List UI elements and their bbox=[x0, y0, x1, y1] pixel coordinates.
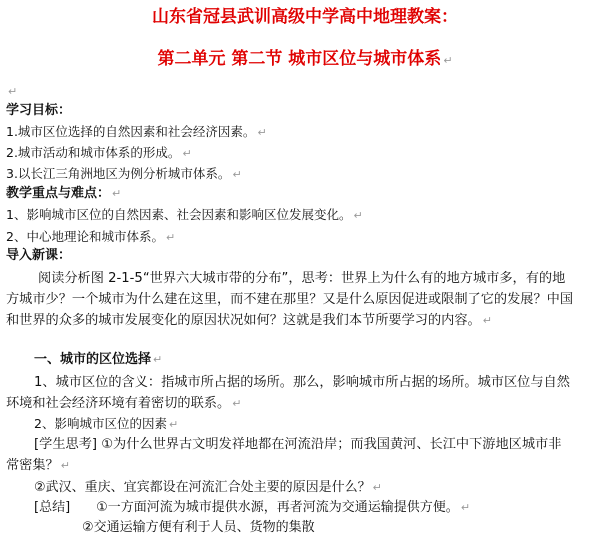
paragraph-mark-icon: ↵ bbox=[153, 353, 163, 366]
factors-subheading: 2、影响城市区位的因素 ↵ bbox=[34, 416, 179, 431]
paragraph-mark-icon: ↵ bbox=[232, 397, 242, 410]
section-heading: 一、城市的区位选择 ↵ bbox=[34, 352, 163, 367]
summary-label: [总结] bbox=[34, 500, 71, 515]
paragraph-mark-icon: ↵ bbox=[353, 209, 363, 222]
paragraph-mark-icon: ↵ bbox=[443, 54, 453, 67]
objective-item: 3.以长江三角洲地区为例分析城市体系。 ↵ bbox=[6, 166, 242, 181]
paragraph-mark-icon: ↵ bbox=[232, 168, 242, 181]
document-title: 山东省冠县武训高级中学高中地理教案： bbox=[152, 7, 458, 27]
location-definition-paragraph: 1、城市区位的含义：指城市所占据的场所。那么，影响城市所占据的场所。城市区位与自然环境和社会经济环境有着密切的联系。 ↵ bbox=[6, 375, 570, 411]
objective-item: 1.城市区位选择的自然因素和社会经济因素。 ↵ bbox=[6, 124, 267, 139]
paragraph-mark-icon: ↵ bbox=[112, 187, 122, 200]
paragraph-mark-icon: ↵ bbox=[482, 314, 492, 327]
summary-line-1: [总结] ①一方面河流为城市提供水源，再者河流为交通运输提供方便。 ↵ bbox=[34, 500, 471, 515]
empty-paragraph bbox=[6, 83, 17, 100]
intro-paragraph: 阅读分析图 2-1-5“世界六大城市带的分布”，思考：世界上为什么有的地方城市多，有的地方城市少？一个城市为什么建在这里，而不建在那里？又是什么原因促进或限制了它的发展？中国和世界的众多的城市发展变化的原因状况如何？这就是我们本节所要学习的内容。 ↵ bbox=[6, 271, 574, 328]
paragraph-mark-icon: ↵ bbox=[165, 231, 176, 244]
objectives-heading: 学习目标： bbox=[6, 103, 72, 118]
document-subtitle: 第二单元 第二节 城市区位与城市体系 ↵ bbox=[157, 49, 453, 69]
paragraph-mark-icon: ↵ bbox=[182, 147, 192, 160]
student-question-1: [学生思考] ①为什么世界古文明发祥地都在河流沿岸；而我国黄河、长江中下游地区城市非常密集？ ↵ bbox=[6, 437, 562, 473]
student-question-2: ②武汉、重庆、宜宾都设在河流汇合处主要的原因是什么？ ↵ bbox=[34, 480, 382, 495]
paragraph-mark-icon: ↵ bbox=[8, 85, 18, 98]
paragraph-mark-icon: ↵ bbox=[60, 459, 70, 472]
paragraph-mark-icon: ↵ bbox=[372, 481, 382, 494]
summary-line-2: ②交通运输方便有利于人员、货物的集散 bbox=[82, 520, 315, 535]
paragraph-mark-icon: ↵ bbox=[168, 418, 179, 431]
intro-heading: 导入新课： bbox=[6, 248, 72, 263]
objective-item: 2.城市活动和城市体系的形成。 ↵ bbox=[6, 145, 192, 160]
key-point-item: 2、中心地理论和城市体系。 ↵ bbox=[6, 229, 176, 244]
key-point-item: 1、影响城市区位的自然因素、社会因素和影响区位发展变化。 ↵ bbox=[6, 207, 363, 222]
paragraph-mark-icon: ↵ bbox=[257, 126, 267, 139]
paragraph-mark-icon: ↵ bbox=[460, 501, 471, 514]
key-points-heading: 教学重点与难点： ↵ bbox=[6, 186, 122, 201]
